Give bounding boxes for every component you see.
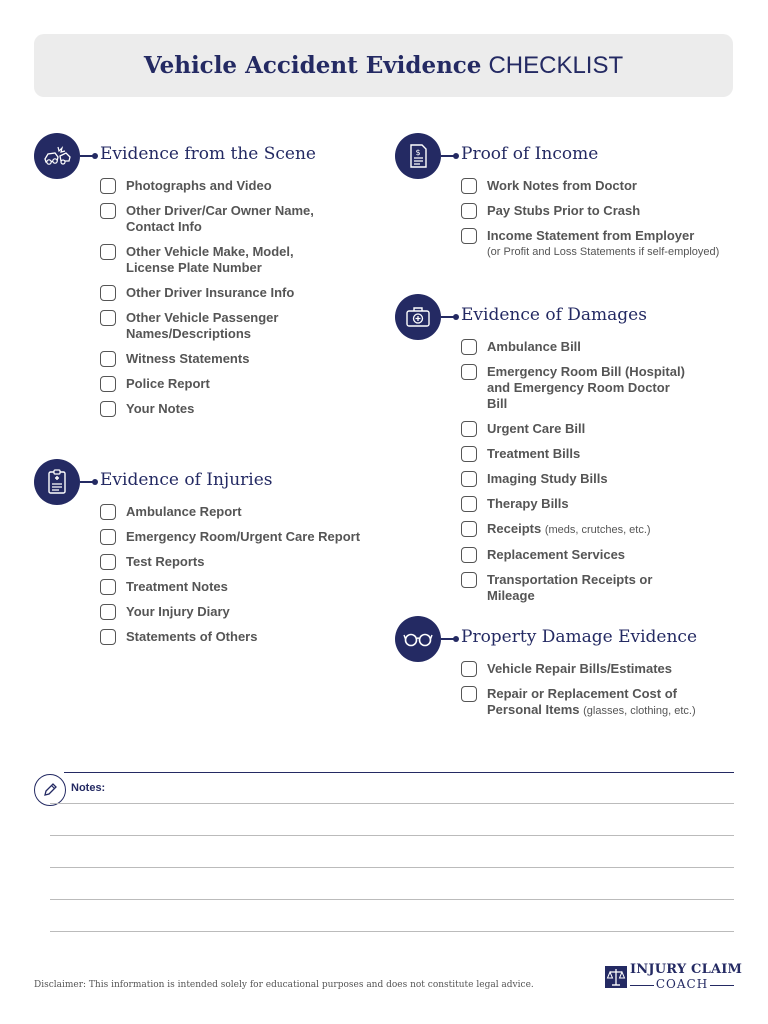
checklist-item[interactable]: Treatment Bills <box>461 446 691 462</box>
item-note: (glasses, clothing, etc.) <box>583 705 696 717</box>
checklist-item[interactable]: Income Statement from Employer (or Profit and Loss Statements if self-employed) <box>461 228 751 260</box>
checklist-item[interactable]: Other Driver/Car Owner Name, Contact Info <box>100 203 340 235</box>
checkbox[interactable] <box>100 203 116 219</box>
note-line[interactable] <box>50 803 734 804</box>
logo-line-1: INJURY CLAIM <box>630 962 743 977</box>
checkbox[interactable] <box>461 572 477 588</box>
medical-bag-icon <box>395 294 441 340</box>
checklist-item[interactable]: Witness Statements <box>100 351 340 367</box>
checkbox[interactable] <box>100 376 116 392</box>
checkbox[interactable] <box>100 504 116 520</box>
disclaimer-text: Disclaimer: This information is intended solely for educational purposes and does not constitute legal advice. <box>34 980 534 990</box>
section-title: Evidence of Damages <box>461 305 647 325</box>
checklist-item[interactable]: Ambulance Report <box>100 504 390 520</box>
note-line[interactable] <box>50 899 734 900</box>
checkbox[interactable] <box>461 661 477 677</box>
section-title: Proof of Income <box>461 144 599 164</box>
checklist-item[interactable]: Receipts (meds, crutches, etc.) <box>461 521 691 538</box>
checkbox[interactable] <box>461 203 477 219</box>
note-line[interactable] <box>50 867 734 868</box>
pay-document-icon <box>395 133 441 179</box>
checkbox[interactable] <box>461 364 477 380</box>
checklist-item[interactable]: Replacement Services <box>461 547 691 563</box>
checklist-item[interactable]: Test Reports <box>100 554 390 570</box>
checklist-item[interactable]: Repair or Replacement Cost of Personal Items (glasses, clothing, etc.) <box>461 686 721 719</box>
car-crash-icon <box>34 133 80 179</box>
medical-report-icon <box>34 459 80 505</box>
checkbox[interactable] <box>461 228 477 244</box>
item-note: (or Profit and Loss Statements if self-employed) <box>487 246 720 258</box>
checkbox[interactable] <box>461 686 477 702</box>
page-header <box>34 34 733 97</box>
checkbox[interactable] <box>100 244 116 260</box>
checklist-item[interactable]: Emergency Room Bill (Hospital) and Emergency Room Doctor Bill <box>461 364 691 412</box>
checklist-item[interactable]: Transportation Receipts or Mileage <box>461 572 691 604</box>
note-line[interactable] <box>50 835 734 836</box>
checklist-item[interactable]: Ambulance Bill <box>461 339 691 355</box>
section-title: Evidence from the Scene <box>100 144 316 164</box>
checkbox[interactable] <box>461 471 477 487</box>
note-line[interactable] <box>50 931 734 932</box>
checkbox[interactable] <box>100 554 116 570</box>
checklist-item[interactable]: Emergency Room/Urgent Care Report <box>100 529 390 545</box>
checklist-item[interactable]: Other Vehicle Make, Model, License Plate Number <box>100 244 340 276</box>
page-title-suffix: CHECKLIST <box>488 51 624 79</box>
checklist-item[interactable]: Imaging Study Bills <box>461 471 691 487</box>
checkbox[interactable] <box>461 496 477 512</box>
checkbox[interactable] <box>461 421 477 437</box>
checkbox[interactable] <box>100 604 116 620</box>
section-title: Property Damage Evidence <box>461 627 697 647</box>
checklist-item[interactable]: Therapy Bills <box>461 496 691 512</box>
checkbox[interactable] <box>100 401 116 417</box>
checklist-item[interactable]: Urgent Care Bill <box>461 421 691 437</box>
glasses-icon <box>395 616 441 662</box>
brand-logo <box>604 962 743 992</box>
checklist-item[interactable]: Statements of Others <box>100 629 390 645</box>
checklist-item[interactable]: Your Injury Diary <box>100 604 390 620</box>
checkbox[interactable] <box>100 529 116 545</box>
checklist-item[interactable]: Pay Stubs Prior to Crash <box>461 203 751 219</box>
checkbox[interactable] <box>461 178 477 194</box>
checkbox[interactable] <box>100 351 116 367</box>
checkbox[interactable] <box>100 310 116 326</box>
checkbox[interactable] <box>461 339 477 355</box>
checklist-item[interactable]: Your Notes <box>100 401 340 417</box>
svg-text:$: $ <box>415 148 421 157</box>
item-note: (meds, crutches, etc.) <box>544 524 651 536</box>
section-title: Evidence of Injuries <box>100 470 273 490</box>
checklist-item[interactable]: Police Report <box>100 376 340 392</box>
checkbox[interactable] <box>461 521 477 537</box>
page-title: Vehicle Accident Evidence <box>143 52 482 79</box>
checklist-item[interactable]: Photographs and Video <box>100 178 340 194</box>
checklist-item[interactable]: Treatment Notes <box>100 579 390 595</box>
checkbox[interactable] <box>461 547 477 563</box>
checkbox[interactable] <box>100 178 116 194</box>
checklist-item[interactable]: Vehicle Repair Bills/Estimates <box>461 661 721 677</box>
scales-icon <box>604 964 628 990</box>
checklist-item[interactable]: Work Notes from Doctor <box>461 178 751 194</box>
notes-label: Notes: <box>71 782 106 794</box>
checklist-item[interactable]: Other Driver Insurance Info <box>100 285 340 301</box>
pencil-icon <box>34 774 66 806</box>
checklist-item[interactable]: Other Vehicle Passenger Names/Descriptions <box>100 310 340 342</box>
checkbox[interactable] <box>100 285 116 301</box>
checkbox[interactable] <box>100 579 116 595</box>
checkbox[interactable] <box>100 629 116 645</box>
checkbox[interactable] <box>461 446 477 462</box>
logo-line-2: COACH <box>655 977 709 991</box>
